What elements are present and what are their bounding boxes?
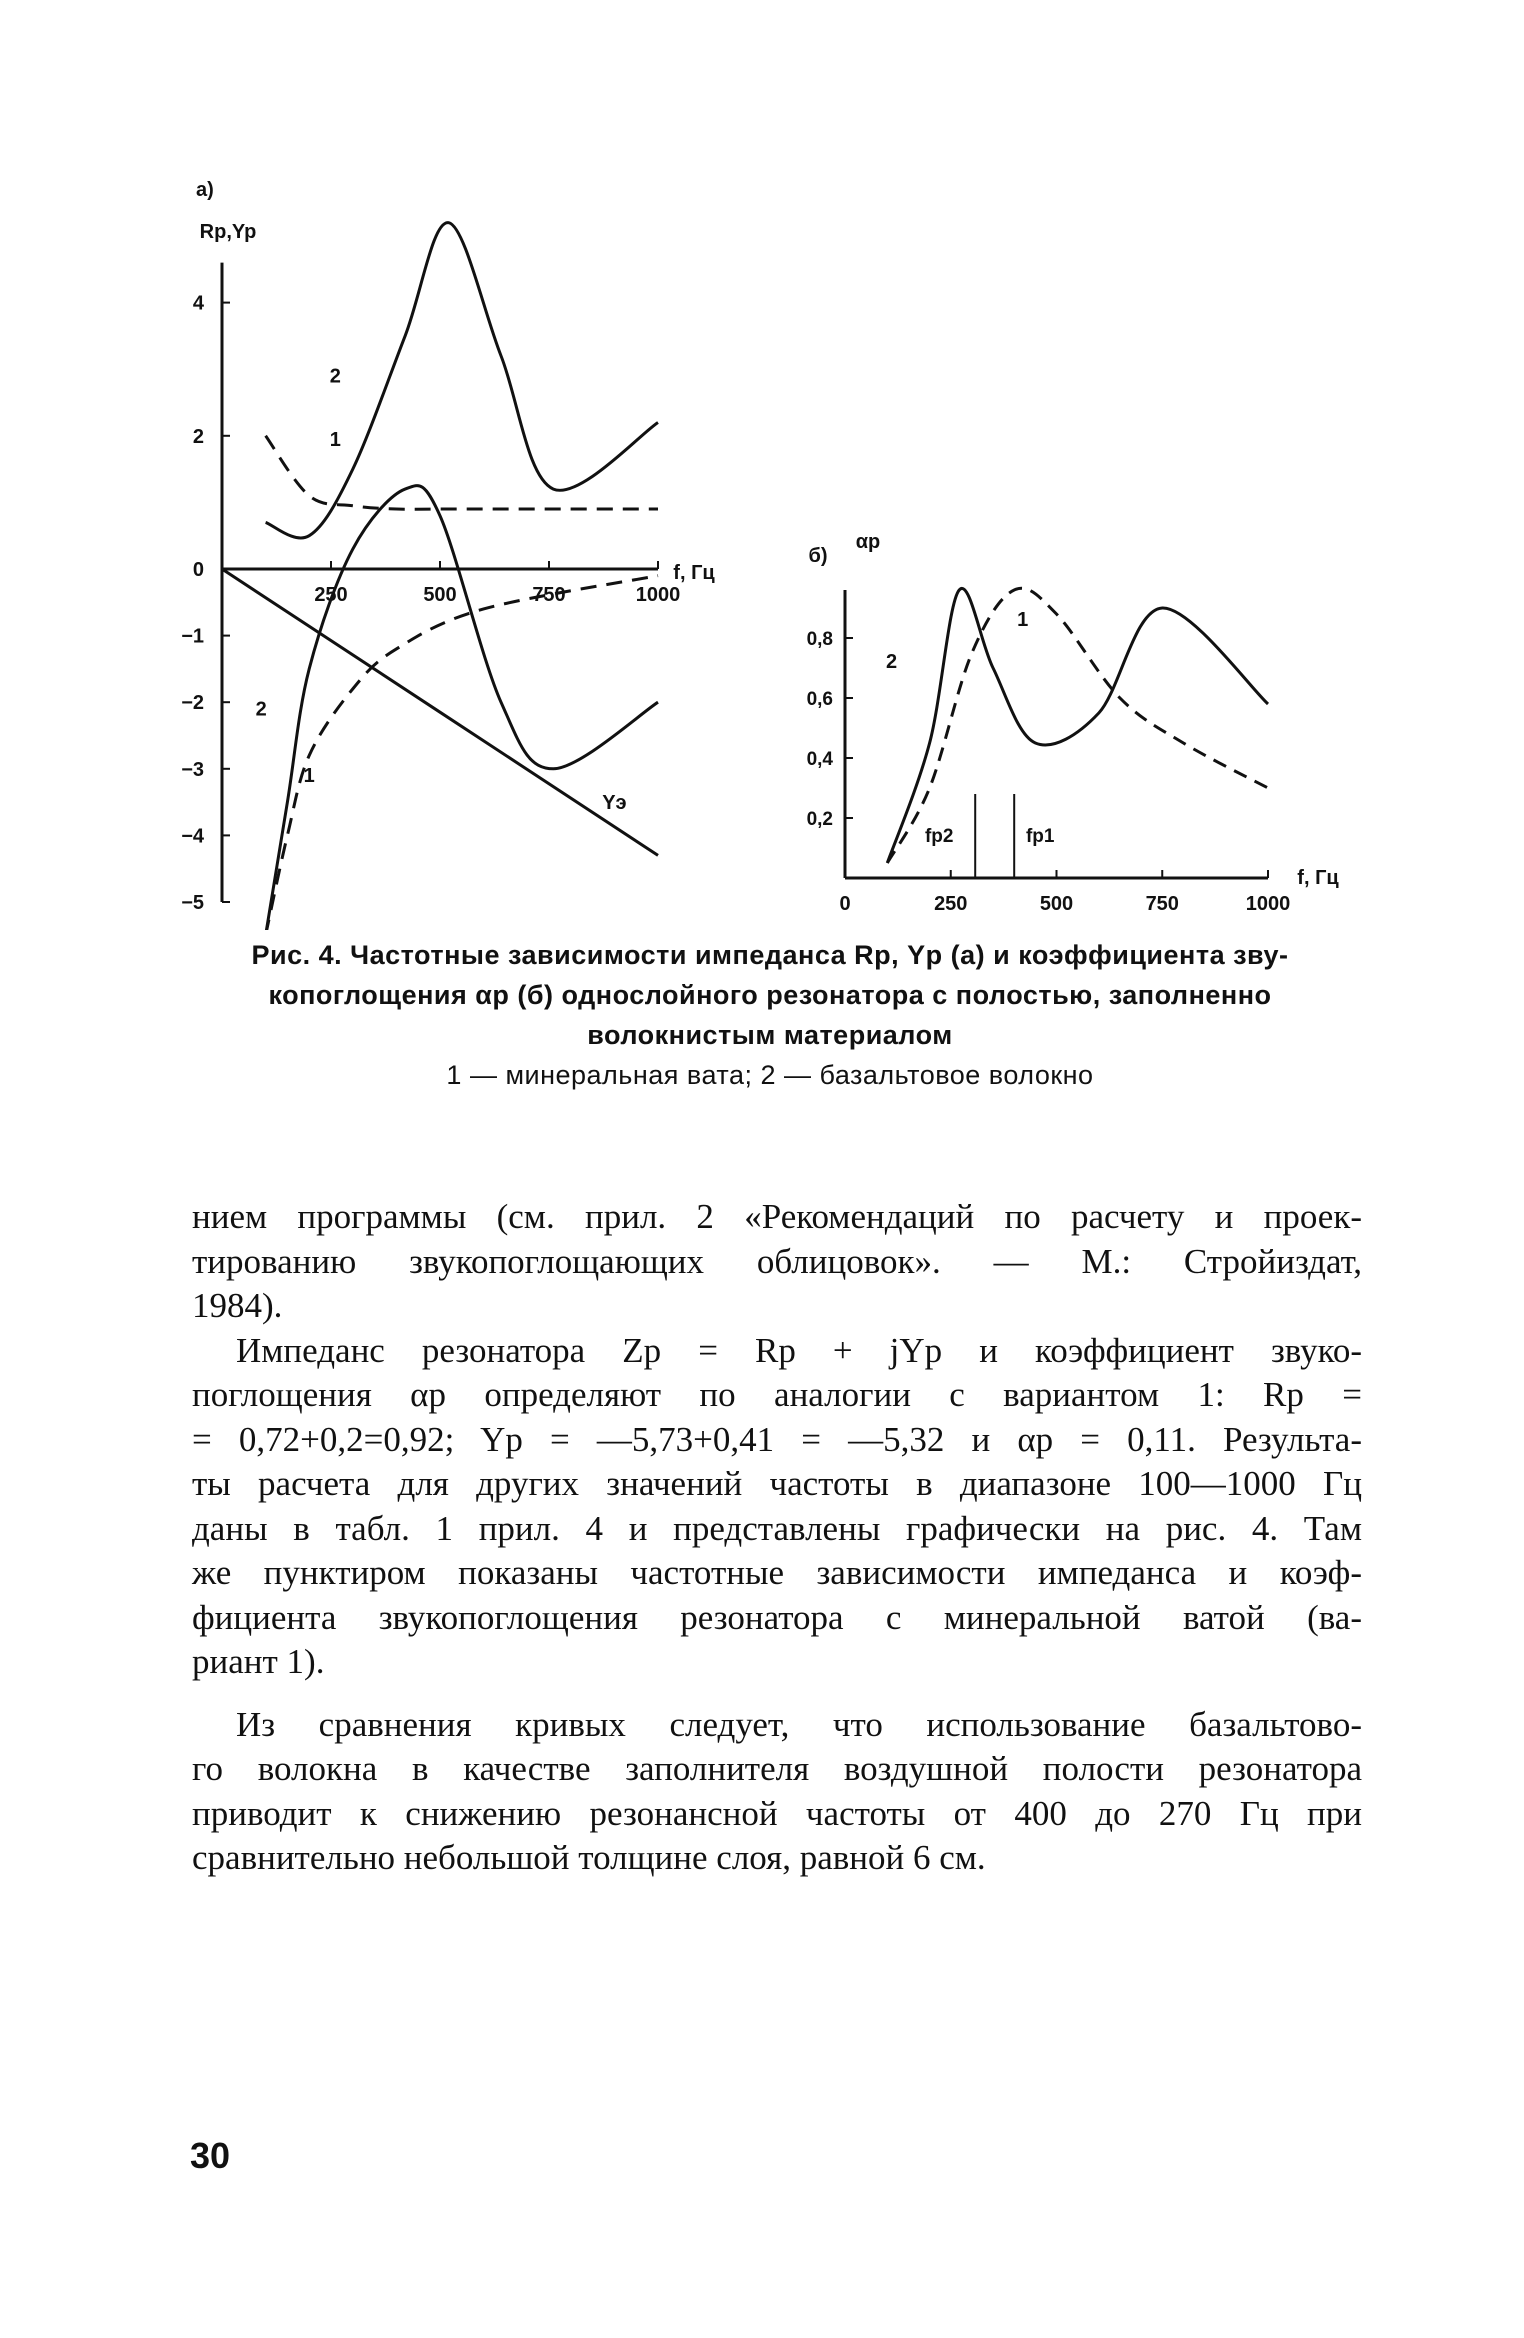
y-axis-label-b: αp — [855, 531, 881, 553]
resonance-label-fp2: fp2 — [924, 826, 954, 847]
text-line: го волокна в качестве заполнителя воздушной полости резонатора — [192, 1749, 1362, 1788]
panel-label-b: б) — [808, 545, 828, 567]
x-tick-label-b: 1000 — [1245, 893, 1291, 915]
x-tick-label-b: 0 — [839, 893, 851, 915]
series-line-a-3 — [266, 486, 658, 930]
caption-line-1: Рис. 4. Частотные зависимости импеданса Rр, Yр (а) и коэффициента зву- — [251, 940, 1289, 970]
caption-line-3: волокнистым материалом — [587, 1020, 953, 1050]
chart-a — [181, 179, 715, 930]
y-tick-label-b: 0,4 — [806, 749, 833, 770]
x-tick-label-b: 750 — [1145, 893, 1179, 915]
y-tick-label-a: −2 — [181, 692, 204, 715]
series-line-a-1 — [266, 223, 658, 538]
text-line: тированию звукопоглощающих облицовок». — М.: Стройиздат, — [192, 1241, 1362, 1281]
text-line: 1984). — [192, 1286, 283, 1325]
y-tick-label-a: −4 — [181, 825, 204, 848]
text-line: Из сравнения кривых следует, что использование базальтово- — [236, 1704, 1362, 1744]
text-line: ты расчета для других значений частоты в диапазоне 100—1000 Гц — [192, 1464, 1362, 1503]
body-text — [192, 1195, 1362, 1881]
x-axis-label-a: f, Гц — [673, 562, 715, 584]
curve-label-a: Yэ — [602, 791, 627, 814]
text-line: сравнительно небольшой толщине слоя, равной 6 см. — [192, 1838, 986, 1877]
x-tick-label-a: 250 — [314, 584, 348, 606]
y-tick-label-b: 0,6 — [806, 689, 833, 710]
curve-label-a: 1 — [303, 765, 315, 788]
chart-b — [807, 531, 1340, 915]
text-line: фициента звукопоглощения резонатора с минеральной ватой (ва- — [192, 1597, 1362, 1637]
y-tick-label-a: −3 — [181, 758, 204, 781]
series-line-b-1 — [887, 588, 1268, 863]
series-line-a-2 — [266, 576, 658, 930]
text-line: даны в табл. 1 прил. 4 и представлены графически на рис. 4. Там — [192, 1508, 1362, 1548]
curve-label-a: 2 — [329, 365, 341, 388]
caption-line-2: копоглощения αр (б) однослойного резонатора с полостью, заполненно — [268, 980, 1272, 1010]
x-tick-label-b: 250 — [934, 893, 968, 915]
y-tick-label-a: 2 — [192, 425, 204, 448]
series-line-b-0 — [887, 588, 1268, 863]
series-line-a-4 — [222, 569, 658, 855]
y-tick-label-b: 0,8 — [806, 629, 833, 650]
caption-legend: 1 — минеральная вата; 2 — базальтовое волокно — [446, 1060, 1094, 1090]
resonance-label-fp1: fp1 — [1025, 826, 1055, 847]
text-line: приводит к снижению резонансной частоты от 400 до 270 Гц при — [192, 1793, 1362, 1833]
text-line: риант 1). — [192, 1642, 325, 1681]
x-tick-label-b: 500 — [1039, 893, 1074, 915]
x-tick-label-a: 750 — [532, 584, 566, 606]
curve-label-b: 1 — [1017, 609, 1029, 631]
figure-caption — [170, 935, 1370, 1095]
x-tick-label-a: 1000 — [635, 584, 681, 606]
y-tick-label-a: −5 — [181, 892, 204, 914]
panel-label-a: а) — [196, 179, 214, 201]
y-tick-label-b: 0,2 — [806, 809, 833, 830]
curve-label-a: 2 — [255, 698, 267, 721]
curve-label-a: 1 — [329, 428, 341, 451]
y-tick-label-a: 0 — [192, 559, 204, 581]
text-line: нием программы (см. прил. 2 «Рекомендаций по расчету и проек- — [192, 1197, 1362, 1236]
figure-4 — [0, 0, 1524, 930]
text-line: = 0,72+0,2=0,92; Yр = —5,73+0,41 = —5,32 и αр = 0,11. Результа- — [192, 1419, 1362, 1459]
x-axis-label-b: f, Гц — [1297, 867, 1339, 889]
y-tick-label-a: −1 — [181, 625, 204, 648]
page-number: 30 — [190, 2135, 231, 2176]
text-line: Импеданс резонатора Zр = Rр + jYр и коэффициент звуко- — [236, 1330, 1362, 1370]
text-line: же пунктиром показаны частотные зависимости импеданса и коэф- — [192, 1553, 1362, 1592]
x-tick-label-a: 500 — [423, 584, 457, 606]
text-line: поглощения αр определяют по аналогии с вариантом 1: Rр = — [192, 1375, 1362, 1414]
y-tick-label-a: 4 — [192, 292, 204, 315]
curve-label-b: 2 — [885, 651, 898, 673]
y-axis-label-a: Rp,Yp — [199, 221, 257, 243]
